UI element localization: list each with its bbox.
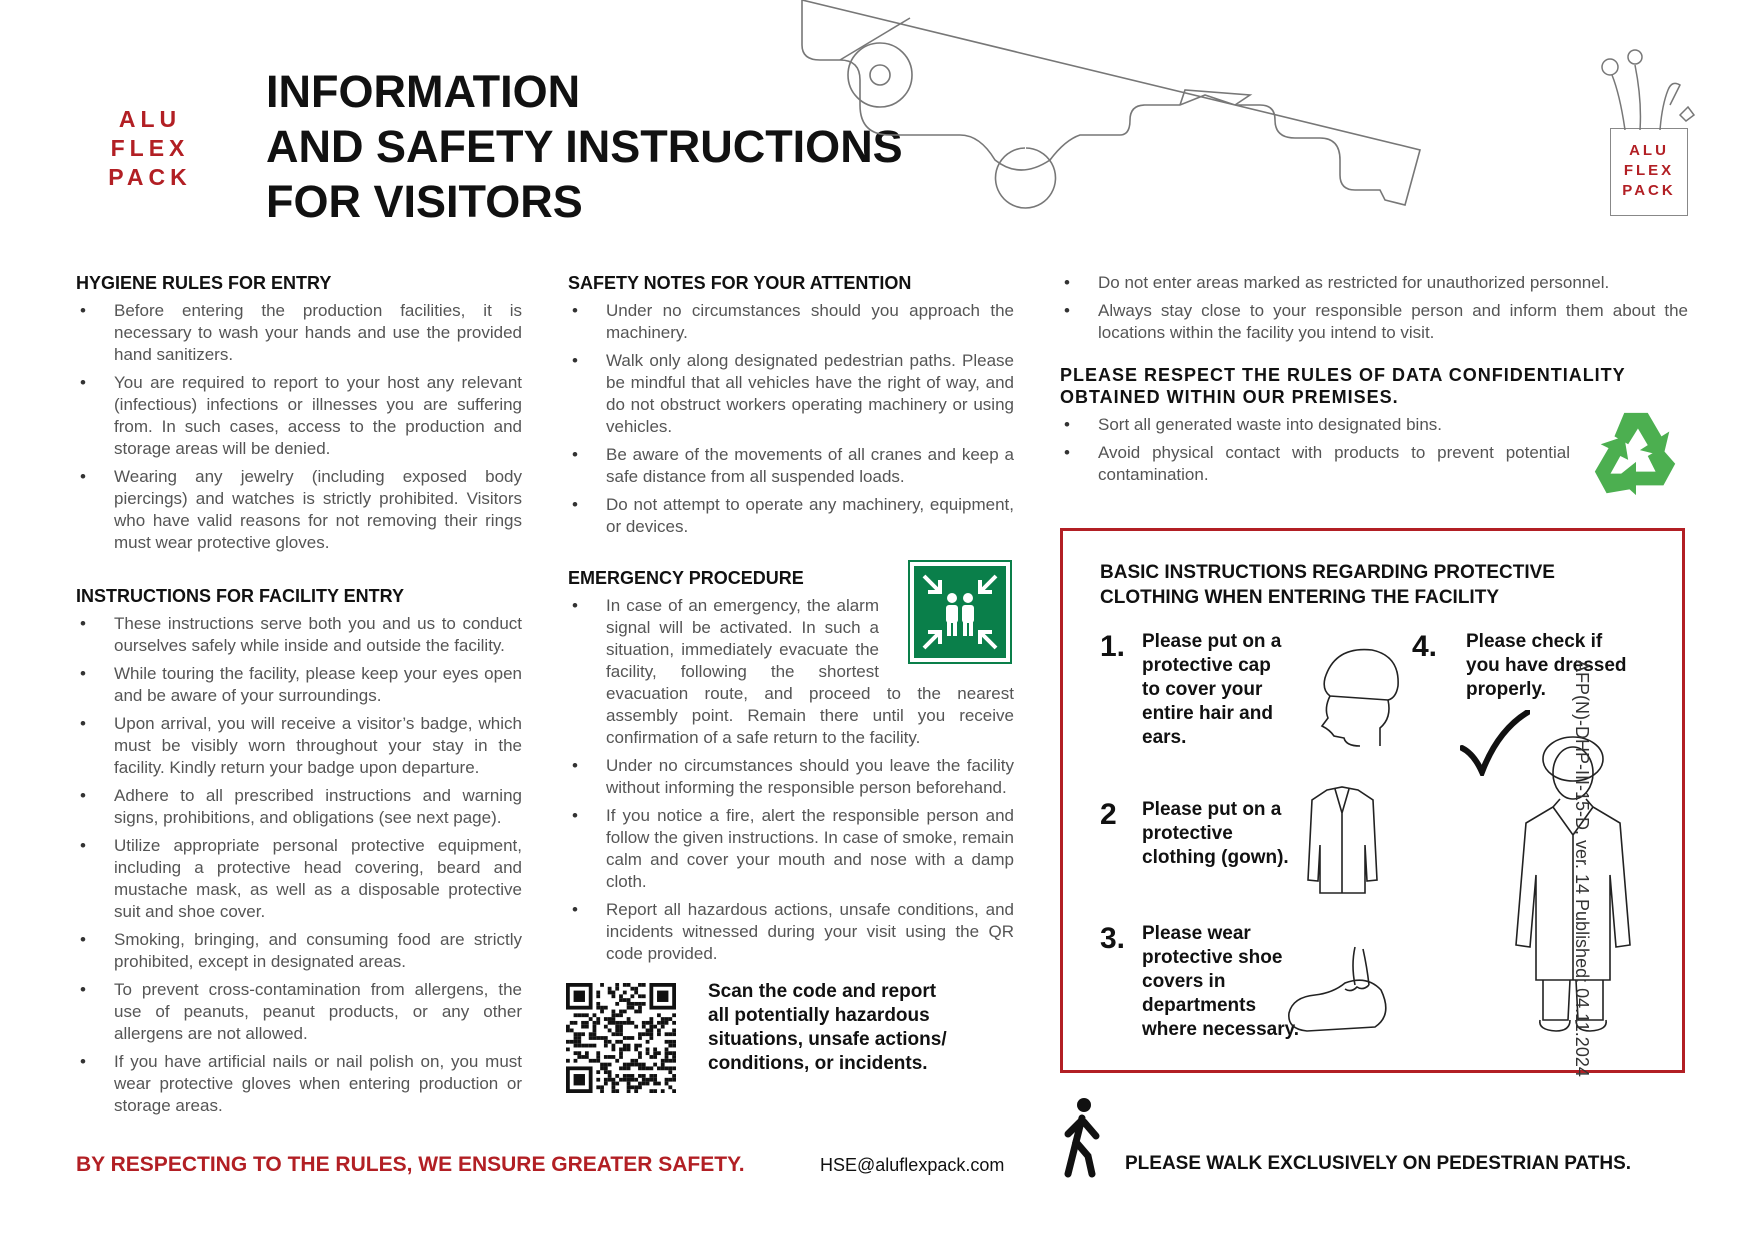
step-text: Please wear protective shoe covers in departments where necessary. [1142,923,1300,1040]
gown-icon [1305,785,1380,895]
step-number: 2 [1100,798,1117,831]
list-item: • Avoid physical contact with products to prevent potential contamination. [1060,442,1570,486]
qr-caption: Scan the code and report all potentially hazardous situations, unsafe actions/ conditions, or incidents. [708,981,947,1074]
list-item: • These instructions serve both you and us to conduct ourselves safely while inside and outside the facility. [76,613,522,657]
list-item: • Under no circumstances should you leave the facility without informing the responsible person beforehand. [568,755,1014,799]
flowers-doodle-icon [1590,45,1700,130]
list-item: • Under no circumstances should you approach the machinery. [568,300,1014,344]
list-item: • Walk only along designated pedestrian paths. Please be mindful that all vehicles have the right of way, and do not obstruct workers operating machinery or using vehicles. [568,350,1014,438]
small-logo: ALU FLEX PACK [1622,142,1676,199]
list-item: • If you notice a fire, alert the responsible person and follow the given instructions. In case of smoke, remain calm and cover your mouth and nose with a damp cloth. [568,805,1014,893]
logo-line: PACK [108,164,192,190]
decorative-line-art [780,0,1680,230]
list-item: • Before entering the production facilities, it is necessary to wash your hands and use the provided hand sanitizers. [76,300,522,366]
emergency-list [568,595,1014,965]
safety-list [568,300,1014,538]
clothing-heading: BASIC INSTRUCTIONS REGARDING PROTECTIVE CLOTHING WHEN ENTERING THE FACILITY [1100,562,1555,608]
logo-line: ALU [118,106,182,132]
emergency-section [568,567,1014,965]
list-item: • You are required to report to your host any relevant (infectious) infections or illnesses you are suffering from. In such cases, access to the production and storage areas will be denied. [76,372,522,460]
walking-person-icon [1058,1098,1104,1178]
list-item: • Report all hazardous actions, unsafe conditions, and incidents witnessed during your visit using the QR code provided. [568,899,1014,965]
step-text: Please put on a protective clothing (gown). [1142,799,1289,868]
list-item: • Smoking, bringing, and consuming food are strictly prohibited, except in designated areas. [76,929,522,973]
step-number: 1. [1100,630,1126,663]
list-item: • Upon arrival, you will receive a visitor’s badge, which must be visibly worn throughout your stay in the facility. Kindly return your badge upon departure. [76,713,522,779]
list-item: • Sort all generated waste into designated bins. [1060,414,1570,436]
page-title: INFORMATION AND SAFETY INSTRUCTIONS FOR VISITORS [266,66,903,227]
logo-line: FLEX [110,135,190,161]
hair-cap-icon [1300,638,1410,748]
section-heading: HYGIENE RULES FOR ENTRY [76,273,332,293]
hygiene-section [76,272,522,554]
recycle-icon [1585,405,1687,503]
list-item: • Utilize appropriate personal protective equipment, including a protective head covering, beard and mustache mask, as well as a disposable protective suit and shoe cover. [76,835,522,923]
step-text: Please put on a protective cap to cover your entire hair and ears. [1142,631,1282,748]
safety-section [568,272,1014,538]
step-number: 3. [1100,922,1126,955]
section-heading: EMERGENCY PROCEDURE [568,568,804,588]
shoe-cover-icon [1285,945,1395,1035]
qr-code[interactable] [566,983,676,1093]
pedestrian-notice: PLEASE WALK EXCLUSIVELY ON PEDESTRIAN PATHS. [1125,1153,1632,1174]
document-reference: AFP(N)-DHP-III-15-D, ver. 14 Published: 04.11.2024 [1572,660,1592,1077]
list-item: • If you have artificial nails or nail polish on, you must wear protective gloves when entering production or storage areas. [76,1051,522,1117]
access-list [1060,272,1688,344]
waste-list [1060,414,1570,486]
hygiene-list [76,300,522,554]
list-item: • While touring the facility, please keep your eyes open and be aware of your surroundings. [76,663,522,707]
section-heading: SAFETY NOTES FOR YOUR ATTENTION [568,273,912,293]
logo-box [1610,128,1688,216]
list-item: • Adhere to all prescribed instructions and warning signs, prohibitions, and obligations (see next page). [76,785,522,829]
list-item: • Always stay close to your responsible person and inform them about the locations within the facility you intend to visit. [1060,300,1688,344]
safety-slogan: BY RESPECTING TO THE RULES, WE ENSURE GREATER SAFETY. [76,1153,745,1176]
section-heading: INSTRUCTIONS FOR FACILITY ENTRY [76,586,405,606]
list-item: • Wearing any jewelry (including exposed body piercings) and watches is strictly prohibited. Visitors who have valid reasons for not removing their rings must wear protective gloves. [76,466,522,554]
step-text: Please check if you have dressed properly. [1466,631,1627,700]
company-logo [100,105,200,192]
list-item: • To prevent cross-contamination from allergens, the use of peanuts, peanut products, or any other allergens are not allowed. [76,979,522,1045]
list-item: • In case of an emergency, the alarm signal will be activated. In such a situation, immediately evacuate the facility, following the shortest evacuation route, and proceed to the nearest assembly point. Remain there until you receive confirmation of a safe return to the facility. [568,595,1014,749]
list-item: • Do not attempt to operate any machinery, equipment, or devices. [568,494,1014,538]
list-item: • Be aware of the movements of all cranes and keep a safe distance from all suspended loads. [568,444,1014,488]
facility-list [76,613,522,1117]
confidentiality-heading: PLEASE RESPECT THE RULES OF DATA CONFIDENTIALITY OBTAINED WITHIN OUR PREMISES. [1060,365,1626,407]
contact-email[interactable]: HSE@aluflexpack.com [820,1155,1005,1175]
step-number: 4. [1412,630,1438,663]
facility-section [76,585,522,1117]
list-item: • Do not enter areas marked as restricted for unauthorized personnel. [1060,272,1688,294]
